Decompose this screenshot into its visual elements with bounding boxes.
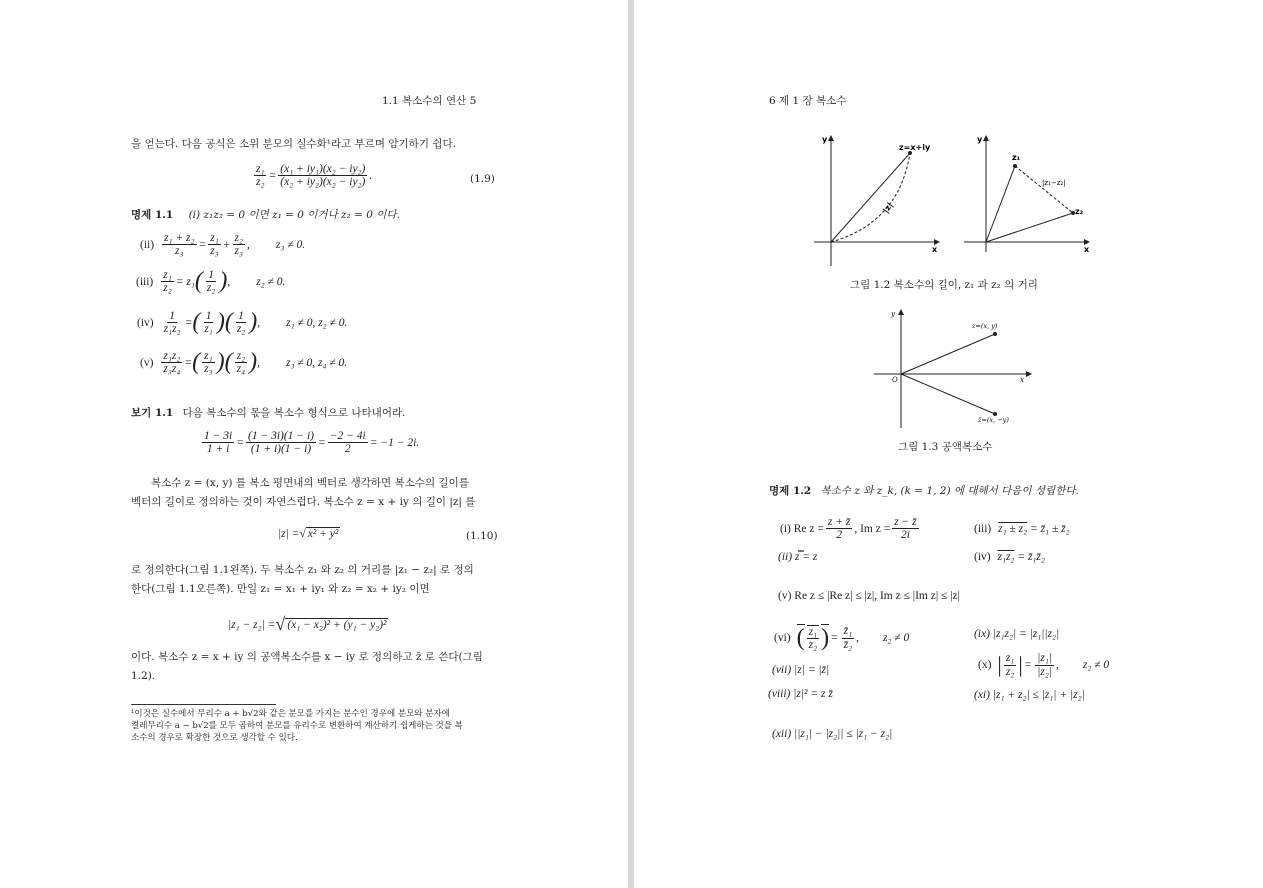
fig12-left-y-label: y bbox=[822, 135, 828, 144]
item-iv-label: (iv) bbox=[974, 551, 991, 563]
fig12-right-distance-line bbox=[1015, 166, 1073, 213]
prop11-item-ii: (ii) $\frac{\text{z₁ + z₂}}{\text{z₃}}$ = $\frac{\text{z₁}}{\text{z₃}}$ + $\frac{\text{z₂}}{\text{z₃}}$ , z₃ ≠ 0. bbox=[140, 232, 306, 258]
page-header: 6 제 1 장 복소수 bbox=[769, 95, 847, 107]
fig12-left-mod-label: |z| bbox=[881, 200, 895, 215]
item-iv-over: z₁z₂ bbox=[997, 551, 1015, 563]
item-iii-over: z₁ ± z₂ bbox=[998, 523, 1028, 535]
prop12-heading bbox=[769, 485, 1079, 498]
item-x-label: (x) bbox=[978, 659, 992, 671]
footnote-rule bbox=[131, 704, 276, 705]
item-v-label: (v) bbox=[140, 356, 154, 369]
example11-title: 보기 1.1 bbox=[131, 407, 174, 419]
prop12-item-i bbox=[780, 516, 921, 541]
prop12-item-iv bbox=[974, 551, 1045, 563]
prop11-title: 명제 1.1 bbox=[131, 209, 174, 221]
fig12-right-y-label: y bbox=[977, 135, 983, 144]
item-i-label: (i) Re z = bbox=[780, 522, 824, 535]
prop12-title: 명제 1.2 bbox=[769, 485, 812, 497]
prop12-item-xi: (xi) |z₁ + z₂| ≤ |z₁| + |z₂| bbox=[974, 689, 1085, 701]
fig12-right-z2-label: z₂ bbox=[1075, 207, 1084, 216]
fig13-caption: 그림 1.3 공액복소수 bbox=[898, 441, 993, 453]
prop12-item-vii: (vii) |z| = |z̄| bbox=[772, 664, 830, 676]
fig13-vector-zbar bbox=[901, 374, 995, 414]
item-i-num1: z + z̄ bbox=[827, 516, 851, 528]
item-iii-rhs: = z̄₁ ± z̄₂ bbox=[1030, 523, 1070, 535]
prop12-item-x: (x) | $\frac{\text{z₁}}{\text{z₂}}$ | = $\frac{\text{|z₁|}}{\text{|z₂|}}$ , z₂ ≠ 0 bbox=[978, 652, 1110, 678]
prop11-heading bbox=[131, 209, 400, 222]
paragraph-conjugate bbox=[131, 648, 496, 686]
item-iv-label: (iv) bbox=[137, 316, 154, 329]
fig12-right-dist-label: |z₁−z₂| bbox=[1042, 179, 1066, 187]
intro-text: 을 얻는다. 다음 공식은 소위 분모의 실수화¹라고 부르며 암기하기 쉽다. bbox=[131, 138, 456, 150]
eq110-tag: (1.10) bbox=[466, 530, 498, 542]
eq19-lhs-num: z₁ bbox=[256, 163, 265, 175]
equation-distance: |z₁ − z₂| = √ (x₁ − x₂)² + (y₁ − y₂)² bbox=[228, 614, 387, 634]
eqdist-radicand: (x₁ − x₂)² + (y₁ − y₂)² bbox=[287, 619, 387, 631]
para1-line2: 벡터의 길이로 정의하는 것이 자연스럽다. 복소수 z = x + iy 의 길이 |z| 를 bbox=[131, 496, 476, 508]
figure-1-3 bbox=[866, 304, 1036, 434]
eq110-lhs: |z| = bbox=[278, 527, 300, 540]
item-ii-cond: z₃ ≠ 0. bbox=[275, 238, 306, 251]
prop11-item-v: (v) $\frac{\text{z₁z₂}}{\text{z₃z₄}}$ = ( $\frac{\text{z₁}}{\text{z₃}}$ ) ( $\frac{\text{z₂}}{\text{z₄}}$ ) , z₃ ≠ 0, z₄ ≠ 0. bbox=[140, 349, 348, 375]
prop12-item-ii: (ii) z̿ = z bbox=[778, 551, 818, 563]
item-vi-label: (vi) bbox=[774, 632, 791, 644]
fig12-caption: 그림 1.2 복소수의 길이, z₁ 과 z₂ 의 거리 bbox=[850, 279, 1038, 291]
fig13-point-z bbox=[993, 332, 997, 336]
item-v-cond: z₃ ≠ 0, z₄ ≠ 0. bbox=[285, 356, 348, 369]
item-vi-cond: z₂ ≠ 0 bbox=[882, 632, 910, 644]
example11-heading bbox=[131, 407, 405, 420]
para3-line2: 1.2). bbox=[131, 670, 156, 682]
fig13-origin-label: O bbox=[892, 376, 898, 384]
item-i-mid: , Im z = bbox=[854, 522, 891, 535]
eq19-rhs-num: (x₁ + iy₁)(x₂ − iy₂) bbox=[280, 163, 366, 175]
prop11-item-iii: (iii) $\frac{\text{z₁}}{\text{z₂}}$ = z₁ ( $\frac{1}{\text{z₂}}$ ) , z₂ ≠ 0. bbox=[136, 268, 286, 294]
item-vi-rhs-num: z̄₁ bbox=[843, 625, 853, 638]
item-x-rhs-den: |z₂| bbox=[1037, 665, 1053, 678]
eq19-rhs-den: (x₂ + iy₂)(x₂ − iy₂) bbox=[280, 176, 366, 189]
item-iv-rhs: = z̄₁z̄₂ bbox=[1017, 551, 1045, 563]
fig13-y-label: y bbox=[891, 310, 895, 318]
prop12-item-iii bbox=[974, 523, 1070, 535]
eq19-lhs-den: z₂ bbox=[256, 176, 265, 189]
paragraph-distance bbox=[131, 561, 496, 599]
para2-line2: 한다(그림 1.1오른쪽). 만일 z₁ = x₁ + iy₁ 와 z₂ = x₂ + iy₂ 이면 bbox=[131, 583, 430, 595]
fig12-right-x-label: x bbox=[1084, 245, 1090, 254]
para2-line1: 로 정의한다(그림 1.1왼쪽). 두 복소수 z₁ 와 z₂ 의 거리를 |z₁ − z₂| 로 정의 bbox=[131, 564, 474, 576]
fig12-right-vector-z1 bbox=[986, 166, 1015, 242]
para1-line1: 복소수 z = (x, y) 를 복소 평면내의 벡터로 생각하면 복소수의 길이를 bbox=[151, 477, 469, 489]
prop12-item-v: (v) Re z ≤ |Re z| ≤ |z|, Im z ≤ |Im z| ≤ |z| bbox=[778, 590, 960, 602]
fig12-right-z1-label: z₁ bbox=[1012, 153, 1021, 162]
left-page bbox=[0, 0, 628, 888]
item-iv-cond: z₁ ≠ 0, z₂ ≠ 0. bbox=[286, 316, 348, 329]
footnote-line3: 소수의 경우로 확장한 것으로 생각할 수 있다. bbox=[131, 733, 298, 743]
fig12-right-vector-z2 bbox=[986, 213, 1073, 242]
footnote bbox=[131, 708, 496, 744]
fig13-vector-z bbox=[901, 334, 995, 374]
footnote-line2: 켤레무리수 a − b√2를 모두 곱하여 분모를 유리수로 변환하여 계산하기 쉽게하는 것을 복 bbox=[131, 721, 463, 731]
item-i-num2: z − z̄ bbox=[894, 516, 917, 528]
item-iii-label: (iii) bbox=[136, 275, 154, 288]
prop12-text: 복소수 z 와 z_k, (k = 1, 2) 에 대해서 다음이 성립한다. bbox=[820, 485, 1079, 497]
example11-result: = −1 − 2i. bbox=[369, 436, 420, 449]
page-header: 1.1 복소수의 연산 5 bbox=[382, 95, 477, 107]
item-iii-cond: z₂ ≠ 0. bbox=[256, 275, 286, 288]
fig13-z-label: z=(x, y) bbox=[972, 322, 998, 330]
fig12-right-point-z1 bbox=[1013, 164, 1017, 168]
item-x-rhs-num: |z₁| bbox=[1037, 652, 1053, 665]
prop11-item-iv: (iv) $\frac{1}{\text{z₁z₂}}$ = ( $\frac{1}{\text{z₁}}$ ) ( $\frac{1}{\text{z₂}}$ ) , z₁ ≠ 0, z₂ ≠ 0. bbox=[137, 309, 348, 335]
prop12-item-viii: (viii) |z|² = z z̄ bbox=[768, 688, 833, 700]
footnote-line1: ¹이것은 실수에서 무리수 a + b√2와 같은 분모를 가지는 분수인 경우에 분모와 분자에 bbox=[131, 709, 450, 719]
fig13-zbar-label: z̄=(x, −y) bbox=[978, 416, 1009, 424]
item-ii-label: (ii) bbox=[140, 238, 155, 251]
fig12-left-x-label: x bbox=[932, 245, 938, 254]
example11-text: 다음 복소수의 몫을 복소수 형식으로 나타내어라. bbox=[182, 407, 406, 419]
example11-equation: $\frac{1 - 3i}{1 + i}$ = $\frac{(1 - 3i)(1 - i)}{(1 + i)(1 - i)}$ = $\frac{-2 - 4i}{2}$ = −1 − 2i. bbox=[204, 430, 420, 456]
fig12-left-z-label: z=x+iy bbox=[899, 143, 931, 152]
item-i-den2: 2i bbox=[900, 529, 910, 542]
equation-1-10: |z| = √ x² + y² bbox=[278, 527, 339, 540]
prop12-item-ix: (ix) |z₁z₂| = |z₁||z₂| bbox=[974, 628, 1060, 640]
fig13-x-label: x bbox=[1020, 376, 1024, 384]
paragraph-length bbox=[131, 474, 496, 512]
prop11-item-i: (i) z₁z₂ = 0 이면 z₁ = 0 이거나 z₂ = 0 이다. bbox=[188, 209, 400, 221]
item-i-den1: 2 bbox=[836, 529, 842, 542]
prop12-item-vi: (vi) ( $\frac{\text{z₁}}{\text{z₂}}$ ) = $\frac{\text{z̄₁}}{\text{z̄₂}}$ , z₂ ≠ 0 bbox=[774, 625, 910, 651]
prop12-item-xii: (xii) ||z₁| − |z₂|| ≤ |z₁ − z₂| bbox=[772, 728, 893, 740]
fig12-left-vector bbox=[831, 153, 910, 242]
right-page bbox=[634, 0, 1263, 888]
eqdist-lhs: |z₁ − z₂| = bbox=[228, 618, 276, 631]
item-iii-label: (iii) bbox=[974, 523, 992, 535]
item-vi-rhs-den: z̄₂ bbox=[843, 638, 853, 651]
para3-line1: 이다. 복소수 z = x + iy 의 공액복소수를 x − iy 로 정의하고 z̄ 로 쓴다(그림 bbox=[131, 651, 483, 663]
eq19-tag: (1.9) bbox=[470, 173, 495, 185]
equation-1-9: $\frac{\text{z₁}}{\text{z₂}}$ = $\frac{\text{(x₁ + iy₁)(x₂ − iy₂)}}{\text{(x₂ + iy₂)(x₂ − iy₂)}}$ . bbox=[256, 163, 373, 189]
item-x-cond: z₂ ≠ 0 bbox=[1082, 659, 1110, 671]
figure-1-2 bbox=[804, 128, 1094, 268]
eq110-radicand: x² + y² bbox=[307, 528, 339, 540]
